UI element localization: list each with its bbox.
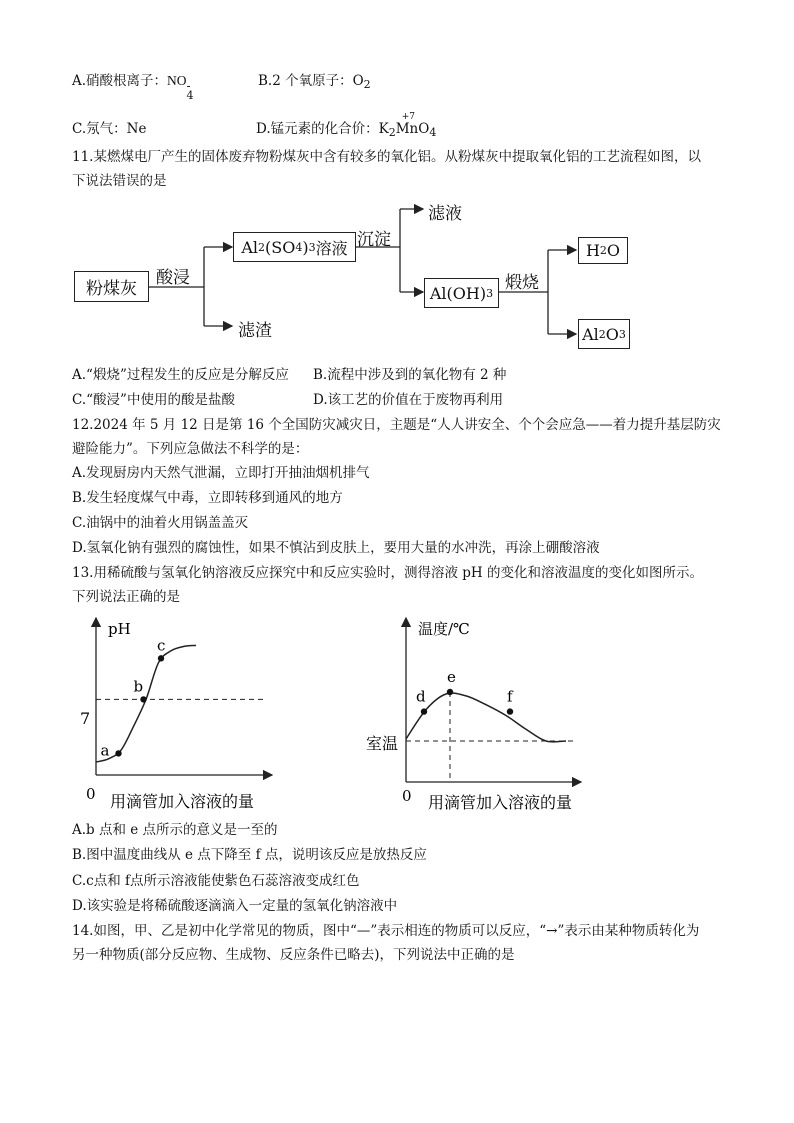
q11-stem-line2: 下说法错误的是: [72, 173, 167, 189]
ph-point-b: [140, 696, 146, 702]
temp-point-label-f: f: [507, 687, 513, 706]
q10-option-d: D.锰元素的化合价：$K_2$ +7 MnO$_4$: [256, 112, 437, 139]
temp-point-label-d: d: [416, 687, 426, 706]
q13-option-b: B.图中温度曲线从 e 点下降至 f 点，说明该反应是放热反应: [72, 847, 427, 863]
temp-point-e: [447, 689, 453, 695]
flow-step2-label: 沉淀: [357, 230, 391, 250]
q12-stem-line2: 避险能力”。下列应急做法不科学的是：: [72, 441, 309, 457]
temp-point-label-e: e: [447, 668, 456, 686]
temp-ref-label: 室温: [366, 734, 399, 753]
ph-curve: [96, 645, 196, 762]
flow-waste2-label: 滤液: [428, 204, 462, 224]
q11-option-d: D.该工艺的价值在于废物再利用: [313, 392, 504, 408]
q11-stem-line1: 11.某燃煤电厂产生的固体废弃物粉煤灰中含有较多的氧化铝。从粉煤灰中提取氧化铝的工艺流程如图，以: [72, 149, 701, 165]
q11-option-a: A.“煅烧”过程发生的反应是分解反应: [72, 367, 289, 383]
q12-stem-line1: 12.2024 年 5 月 12 日是第 16 个全国防灾减灾日，主题是“人人讲安全、个个会应急——着力提升基层防灾: [72, 417, 721, 433]
flow-out1-box: H 2 O: [578, 237, 628, 264]
q11-option-b: B.流程中涉及到的氧化物有 2 种: [313, 367, 507, 383]
ph-point-label-c: c: [157, 636, 166, 655]
temp-origin-label: 0: [402, 787, 412, 805]
q13-option-c: C.c点和 f点所示溶液能使紫色石蕊溶液变成红色: [72, 873, 360, 889]
ph-point-c: [158, 655, 164, 661]
q10-option-c: C.氖气：Ne: [72, 121, 147, 137]
q14-stem-line1: 14.如图，甲、乙是初中化学常见的物质，图中“—”表示相连的物质可以反应，“→”表示由某种物质转化为: [72, 923, 700, 939]
flow-out2-box: Al 2 O 3: [578, 319, 630, 349]
q14-stem-line2: 另一种物质(部分反应物、生成物、反应条件已略去)，下列说法中正确的是: [72, 947, 515, 963]
ph-ref-label: 7: [80, 709, 91, 728]
q13-option-d: D.该实验是将稀硫酸逐滴滴入一定量的氢氧化钠溶液中: [72, 898, 398, 914]
temp-y-label: 温度/℃: [418, 620, 470, 638]
flow-waste1-label: 滤渣: [238, 321, 272, 341]
ph-chart: [74, 610, 274, 820]
ph-origin-label: 0: [86, 785, 96, 803]
q12-option-d: D.氢氧化钠有强烈的腐蚀性，如果不慎沾到皮肤上，要用大量的水冲洗，再涂上硼酸溶液: [72, 540, 600, 556]
q12-option-a: A.发现厨房内天然气泄漏，立即打开抽油烟机排气: [72, 465, 370, 481]
flow-step3-label: 煅烧: [505, 273, 539, 293]
q13-option-a: A.b 点和 e 点所示的意义是一至的: [72, 822, 278, 838]
temp-point-d: [421, 708, 427, 714]
q10-option-b: B.2 个氧原子：$O_2$: [258, 73, 371, 91]
q13-stem-line2: 下列说法正确的是: [72, 589, 180, 605]
ph-point-label-b: b: [133, 677, 144, 696]
flow-step1-label: 酸浸: [156, 268, 190, 288]
temp-curve: [406, 693, 566, 742]
ph-point-label-a: a: [100, 741, 110, 760]
flow-product1-box: Al 2 (SO 4 ) 3 溶液: [233, 232, 356, 262]
flow-start-box: 粉煤灰: [74, 271, 149, 302]
q10-option-a: A.硝酸根离子：NO - 4: [72, 73, 194, 102]
q10-a-formula: NO: [167, 73, 187, 88]
q11-option-c: C.“酸浸”中使用的酸是盐酸: [72, 392, 235, 408]
ph-x-label: 用滴管加入溶液的量: [110, 792, 255, 811]
ph-y-label: pH: [108, 620, 131, 638]
q12-option-c: C.油锅中的油着火用锅盖盖灭: [72, 515, 249, 531]
temp-point-f: [507, 708, 513, 714]
q13-stem-line1: 13.用稀硫酸与氢氧化钠溶液反应探究中和反应实验时，测得溶液 pH 的变化和溶液温度的变化如图所示。: [72, 565, 703, 581]
flow-product2-box: Al(OH) 3: [424, 278, 499, 308]
q12-option-b: B.发生轻度煤气中毒，立即转移到通风的地方: [72, 490, 343, 506]
ph-point-a: [115, 750, 121, 756]
temp-x-label: 用滴管加入溶液的量: [428, 793, 573, 812]
temperature-chart: [366, 610, 586, 820]
